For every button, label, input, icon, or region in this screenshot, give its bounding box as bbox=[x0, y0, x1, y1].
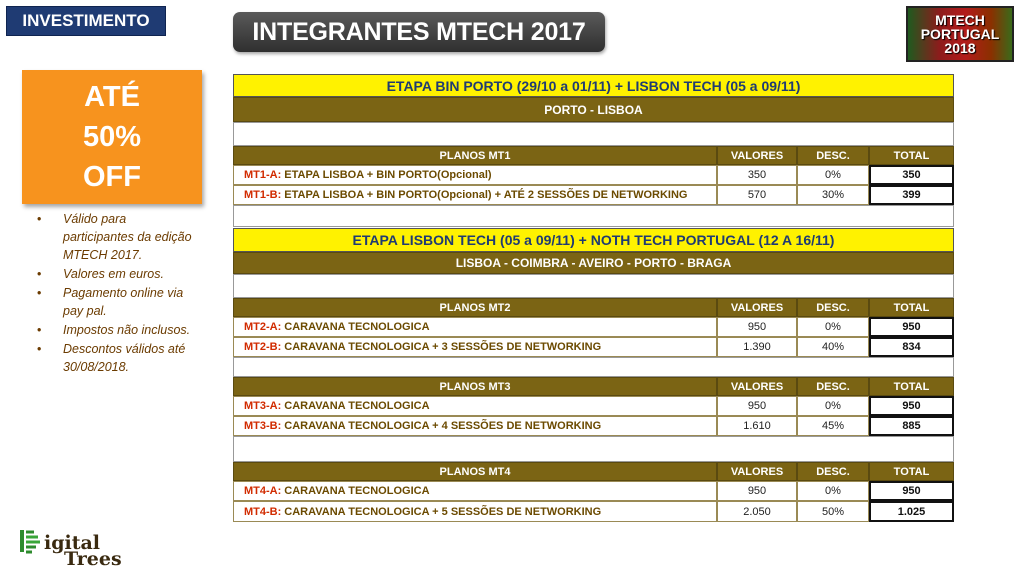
plan-code: MT1-B: bbox=[244, 189, 282, 201]
plan-code: MT1-A: bbox=[244, 169, 282, 181]
col-valores-header: VALORES bbox=[717, 462, 797, 481]
investimento-badge: INVESTIMENTO bbox=[6, 6, 166, 36]
plan-desc: 45% bbox=[797, 416, 869, 436]
spacer-row bbox=[233, 205, 954, 227]
plan-code: MT3-A: bbox=[244, 400, 282, 412]
plan-desc: 0% bbox=[797, 165, 869, 185]
plan-name-cell bbox=[233, 501, 717, 522]
plan-name-cell bbox=[233, 416, 717, 436]
plan-valor: 570 bbox=[717, 185, 797, 205]
plan-desc: 0% bbox=[797, 317, 869, 337]
promo-line-2: 50% bbox=[82, 121, 142, 153]
plan-name-cell bbox=[233, 396, 717, 416]
logo-line-2: PORTUGAL bbox=[920, 26, 1000, 42]
condition-item: • Valores em euros. bbox=[36, 265, 196, 283]
col-desc-header: DESC. bbox=[797, 146, 869, 165]
condition-item: • Válido para participantes da edição MTECH 2017. bbox=[36, 210, 196, 264]
plan-description: CARAVANA TECNOLOGICA + 3 SESSÕES DE NETWORKING bbox=[284, 341, 602, 353]
plan-code: MT3-B: bbox=[244, 420, 282, 432]
plan-description: CARAVANA TECNOLOGICA bbox=[284, 485, 430, 497]
plan-valor: 1.390 bbox=[717, 337, 797, 357]
table-row bbox=[233, 501, 954, 522]
plan-description: CARAVANA TECNOLOGICA bbox=[284, 321, 430, 333]
plan-total: 1.025 bbox=[869, 501, 954, 522]
plan-valor: 2.050 bbox=[717, 501, 797, 522]
col-desc-header: DESC. bbox=[797, 298, 869, 317]
plan-total: 834 bbox=[869, 337, 954, 357]
plan-desc: 30% bbox=[797, 185, 869, 205]
plan-desc: 40% bbox=[797, 337, 869, 357]
table-row bbox=[233, 481, 954, 501]
plan-name-cell bbox=[233, 185, 717, 205]
stage1-route-bar: PORTO - LISBOA bbox=[233, 97, 954, 122]
stage2-title-bar: ETAPA LISBON TECH (05 a 09/11) + NOTH TECH PORTUGAL (12 A 16/11) bbox=[233, 228, 954, 252]
table-row bbox=[233, 317, 954, 337]
plan-description: ETAPA LISBOA + BIN PORTO(Opcional) + ATÉ 2 SESSÕES DE NETWORKING bbox=[284, 189, 688, 201]
plan-mt1-header-row bbox=[233, 146, 954, 165]
spacer-row bbox=[233, 357, 954, 377]
col-valores-header: VALORES bbox=[717, 146, 797, 165]
digital-trees-logo bbox=[18, 526, 138, 570]
plan-header-label: PLANOS MT3 bbox=[233, 377, 717, 396]
spacer-row bbox=[233, 436, 954, 462]
plan-total: 950 bbox=[869, 396, 954, 416]
table-row bbox=[233, 337, 954, 357]
stage2-route-bar: LISBOA - COIMBRA - AVEIRO - PORTO - BRAGA bbox=[233, 252, 954, 274]
condition-item: • Pagamento online via pay pal. bbox=[36, 284, 196, 320]
plan-name-cell bbox=[233, 317, 717, 337]
plan-mt3-header-row bbox=[233, 377, 954, 396]
plan-desc: 50% bbox=[797, 501, 869, 522]
plan-valor: 950 bbox=[717, 396, 797, 416]
page-title: INTEGRANTES MTECH 2017 bbox=[233, 12, 605, 52]
plan-code: MT4-B: bbox=[244, 505, 282, 518]
conditions-list bbox=[36, 210, 196, 377]
col-desc-header: DESC. bbox=[797, 462, 869, 481]
plan-total: 950 bbox=[869, 481, 954, 501]
col-valores-header: VALORES bbox=[717, 377, 797, 396]
logo-line-3: 2018 bbox=[944, 40, 976, 56]
col-total-header: TOTAL bbox=[869, 462, 954, 481]
logo-text-digital: igital bbox=[44, 532, 101, 554]
plan-valor: 350 bbox=[717, 165, 797, 185]
promo-line-1: ATÉ bbox=[84, 81, 140, 113]
promo-line-3: OFF bbox=[83, 161, 141, 193]
col-desc-header: DESC. bbox=[797, 377, 869, 396]
plan-total: 950 bbox=[869, 317, 954, 337]
spacer-row bbox=[233, 122, 954, 146]
plan-header-label: PLANOS MT1 bbox=[233, 146, 717, 165]
table-row bbox=[233, 185, 954, 205]
plan-header-label: PLANOS MT4 bbox=[233, 462, 717, 481]
plan-description: CARAVANA TECNOLOGICA bbox=[284, 400, 430, 412]
col-total-header: TOTAL bbox=[869, 298, 954, 317]
plan-total: 885 bbox=[869, 416, 954, 436]
table-row bbox=[233, 396, 954, 416]
plan-mt4-header-row bbox=[233, 462, 954, 481]
plan-code: MT4-A: bbox=[244, 485, 282, 497]
logo-line-1: MTECH bbox=[935, 12, 985, 28]
condition-item: • Descontos válidos até 30/08/2018. bbox=[36, 340, 196, 376]
col-total-header: TOTAL bbox=[869, 377, 954, 396]
discount-promo-box bbox=[22, 70, 202, 204]
plan-description: CARAVANA TECNOLOGICA + 5 SESSÕES DE NETWORKING bbox=[284, 505, 602, 518]
stage1-title-bar: ETAPA BIN PORTO (29/10 a 01/11) + LISBON TECH (05 a 09/11) bbox=[233, 74, 954, 97]
plan-code: MT2-A: bbox=[244, 321, 282, 333]
plan-description: CARAVANA TECNOLOGICA + 4 SESSÕES DE NETWORKING bbox=[284, 420, 602, 432]
plan-valor: 950 bbox=[717, 317, 797, 337]
plan-valor: 1.610 bbox=[717, 416, 797, 436]
logo-text-trees: Trees bbox=[64, 548, 122, 570]
plan-total: 399 bbox=[869, 185, 954, 205]
plan-code: MT2-B: bbox=[244, 341, 282, 353]
table-row bbox=[233, 416, 954, 436]
plan-total: 350 bbox=[869, 165, 954, 185]
plan-name-cell bbox=[233, 481, 717, 501]
plan-desc: 0% bbox=[797, 481, 869, 501]
plan-mt2-header-row bbox=[233, 298, 954, 317]
plan-valor: 950 bbox=[717, 481, 797, 501]
plan-description: ETAPA LISBOA + BIN PORTO(Opcional) bbox=[284, 169, 492, 181]
col-total-header: TOTAL bbox=[869, 146, 954, 165]
table-row bbox=[233, 165, 954, 185]
plan-name-cell bbox=[233, 337, 717, 357]
plan-header-label: PLANOS MT2 bbox=[233, 298, 717, 317]
spacer-row bbox=[233, 274, 954, 298]
mtech-portugal-logo bbox=[906, 6, 1014, 62]
plan-desc: 0% bbox=[797, 396, 869, 416]
col-valores-header: VALORES bbox=[717, 298, 797, 317]
condition-item: • Impostos não inclusos. bbox=[36, 321, 196, 339]
plan-name-cell bbox=[233, 165, 717, 185]
